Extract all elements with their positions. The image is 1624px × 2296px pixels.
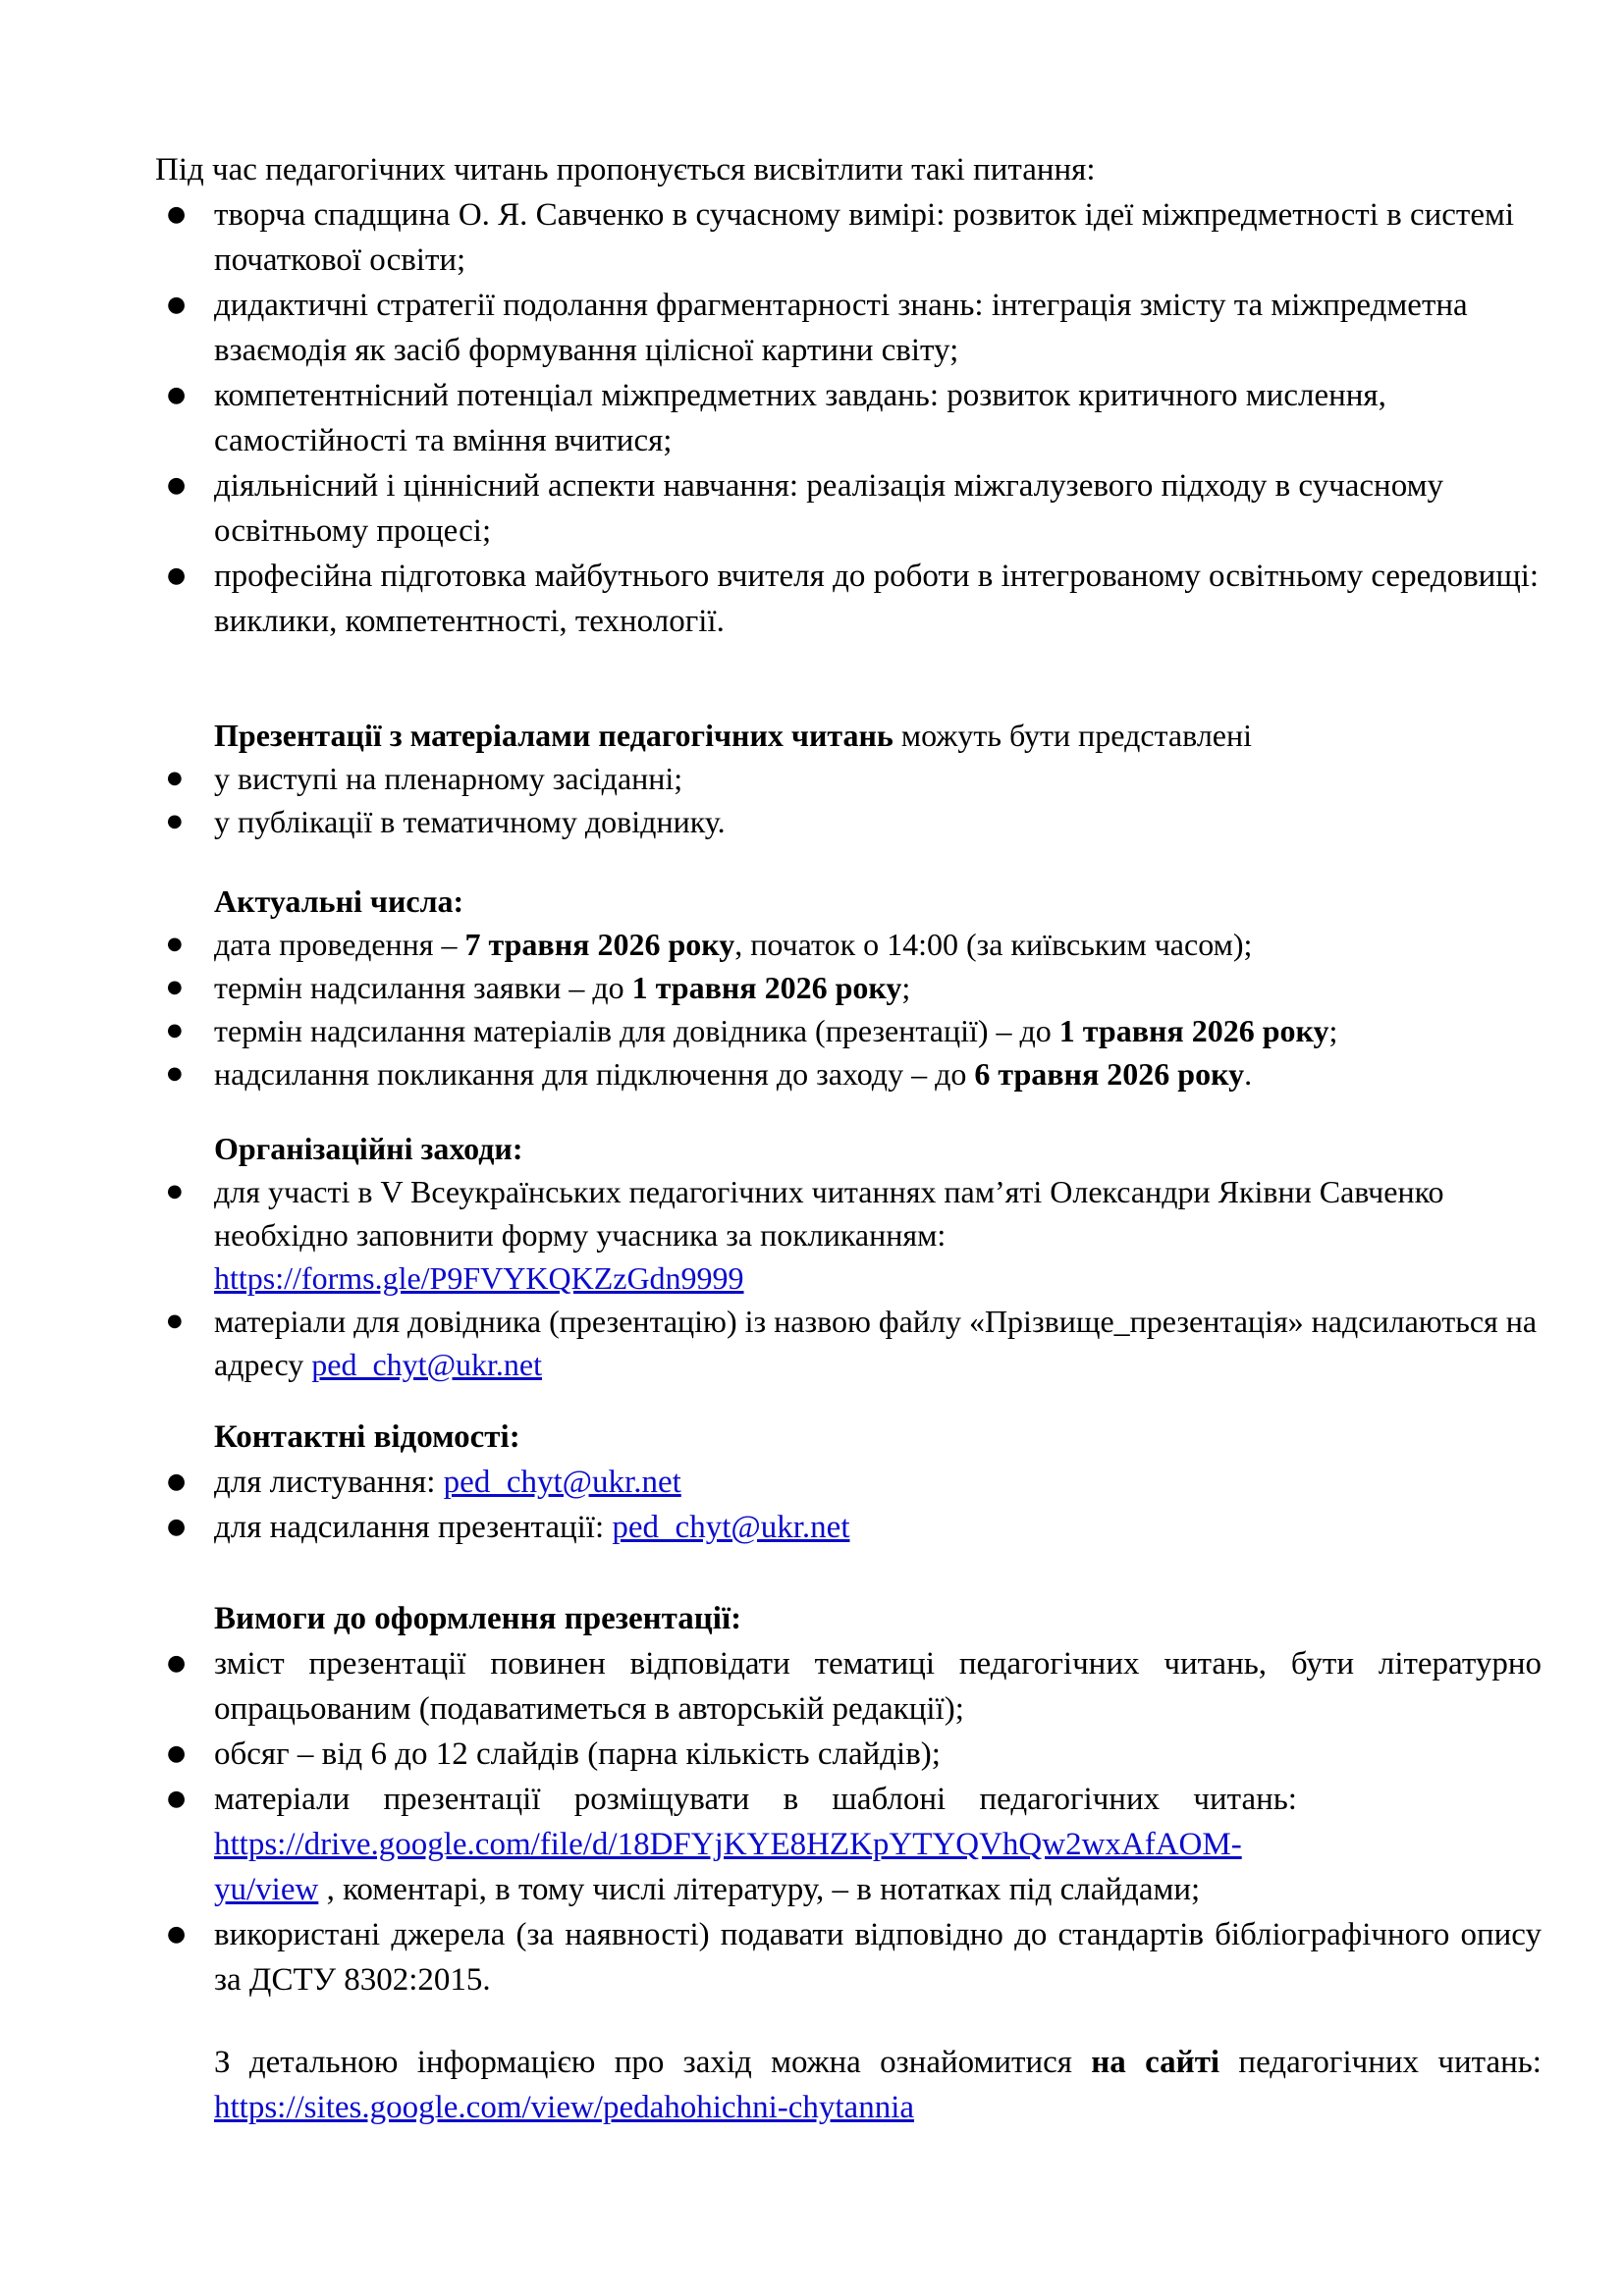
bullet-icon: ●	[167, 934, 183, 954]
list-item: ● професійна підготовка майбутнього вчителя до роботи в інтегрованому освітньому середовищі: виклики, компетентності, технології.	[155, 554, 1542, 644]
bullet-icon: ●	[167, 768, 183, 788]
dates-section	[155, 880, 1542, 1095]
bullet-icon: ●	[167, 811, 183, 831]
dates-heading: Актуальні числа:	[214, 883, 464, 919]
email-link[interactable]: ped_chyt@ukr.net	[311, 1347, 543, 1382]
closing-paragraph: З детальною інформацією про захід можна ознайомитися на сайті педагогічних читань: https://sites.google.com/view/pedahohichni-chytannia	[214, 2045, 1542, 2125]
requirements-list	[155, 1641, 1542, 2002]
bullet-icon: ●	[167, 383, 187, 407]
bullet-icon: ●	[167, 1020, 183, 1041]
bullet-icon: ●	[167, 293, 187, 317]
list-item: ● для надсилання презентації: ped_chyt@ukr.net	[155, 1505, 1542, 1550]
bullet-icon: ●	[167, 1787, 187, 1811]
bullet-icon: ●	[167, 1741, 187, 1766]
email-link[interactable]: ped_chyt@ukr.net	[443, 1465, 681, 1500]
bullet-icon: ●	[167, 1469, 187, 1494]
bullet-icon: ●	[167, 1515, 187, 1539]
list-item: ● компетентнісний потенціал міжпредметних завдань: розвиток критичного мислення, самостійності та вміння вчитися;	[155, 373, 1542, 463]
bullet-icon: ●	[167, 202, 187, 227]
list-item: ● матеріали для довідника (презентацію) із назвою файлу «Прізвище_презентація» надсилаються на адресу ped_chyt@ukr.net	[155, 1300, 1542, 1386]
requirements-heading: Вимоги до оформлення презентації:	[214, 1601, 742, 1636]
org-list	[155, 1170, 1542, 1386]
list-item: ● використані джерела (за наявності) подавати відповідно до стандартів бібліографічного опису за ДСТУ 8302:2015.	[155, 1912, 1542, 2002]
presentations-heading: Презентації з матеріалами педагогічних читань можуть бути представлені	[214, 718, 1252, 753]
contacts-list	[155, 1460, 1542, 1550]
bullet-icon: ●	[167, 473, 187, 498]
bullet-icon: ●	[167, 977, 183, 997]
list-item: ● обсяг – від 6 до 12 слайдів (парна кількість слайдів);	[155, 1732, 1542, 1777]
contacts-heading: Контактні відомості:	[214, 1419, 520, 1455]
site-link[interactable]: https://sites.google.com/view/pedahohichni-chytannia	[214, 2090, 915, 2125]
closing-section	[155, 2040, 1542, 2130]
list-item: ● у виступі на пленарному засіданні;	[155, 757, 1542, 800]
list-item: ● матеріали презентації розміщувати в шаблоні педагогічних читань: https://drive.google.com/file/d/18DFYjKYE8HZKpYTYQVhQw2wxAfAOM- yu/view , коментарі, в тому числі літературу, – в нотатках під слайдами;	[155, 1777, 1542, 1912]
dates-list	[155, 923, 1542, 1095]
email-link[interactable]: ped_chyt@ukr.net	[612, 1510, 850, 1545]
template-link[interactable]: https://drive.google.com/file/d/18DFYjKYE8HZKpYTYQVhQw2wxAfAOM- yu/view	[214, 1827, 1242, 1907]
list-item: ● у публікації в тематичному довіднику.	[155, 800, 1542, 843]
list-item: ● зміст презентації повинен відповідати тематиці педагогічних читань, бути літературно опрацьованим (подаватиметься в авторській редакції);	[155, 1641, 1542, 1732]
bullet-icon: ●	[167, 1063, 183, 1084]
list-item: ● термін надсилання матеріалів для довідника (презентації) – до 1 травня 2026 року;	[155, 1009, 1542, 1052]
presentations-list	[155, 757, 1542, 843]
org-section	[155, 1127, 1542, 1386]
contacts-section	[155, 1415, 1542, 1550]
list-item: ● надсилання покликання для підключення до заходу – до 6 травня 2026 року.	[155, 1052, 1542, 1095]
list-item: ● для участі в V Всеукраїнських педагогічних читаннях пам’яті Олександри Яківни Савченко необхідно заповнити форму учасника за покликанням: https://forms.gle/P9FVYKQKZzGdn9999	[155, 1170, 1542, 1300]
presentations-section	[155, 714, 1542, 843]
bullet-icon: ●	[167, 1310, 183, 1331]
bullet-icon: ●	[167, 563, 187, 588]
list-item: ● термін надсилання заявки – до 1 травня 2026 року;	[155, 966, 1542, 1009]
form-link[interactable]: https://forms.gle/P9FVYKQKZzGdn9999	[214, 1260, 744, 1296]
list-item: ● творча спадщина О. Я. Савченко в сучасному вимірі: розвиток ідеї міжпредметності в системі початкової освіти;	[155, 192, 1542, 283]
intro-paragraph: Під час педагогічних читань пропонується висвітлити такі питання:	[155, 152, 1096, 187]
issues-list	[155, 192, 1542, 644]
list-item: ● дата проведення – 7 травня 2026 року, початок о 14:00 (за київським часом);	[155, 923, 1542, 966]
requirements-section	[155, 1596, 1542, 2002]
list-item: ● для листування: ped_chyt@ukr.net	[155, 1460, 1542, 1505]
issues-section	[155, 147, 1542, 644]
list-item: ● дидактичні стратегії подолання фрагментарності знань: інтеграція змісту та міжпредметна взаємодія як засіб формування цілісної картини світу;	[155, 283, 1542, 373]
org-heading: Організаційні заходи:	[214, 1131, 523, 1166]
list-item: ● діяльнісний і ціннісний аспекти навчання: реалізація міжгалузевого підходу в сучасному освітньому процесі;	[155, 463, 1542, 554]
bullet-icon: ●	[167, 1922, 187, 1947]
bullet-icon: ●	[167, 1181, 183, 1201]
bullet-icon: ●	[167, 1651, 187, 1676]
